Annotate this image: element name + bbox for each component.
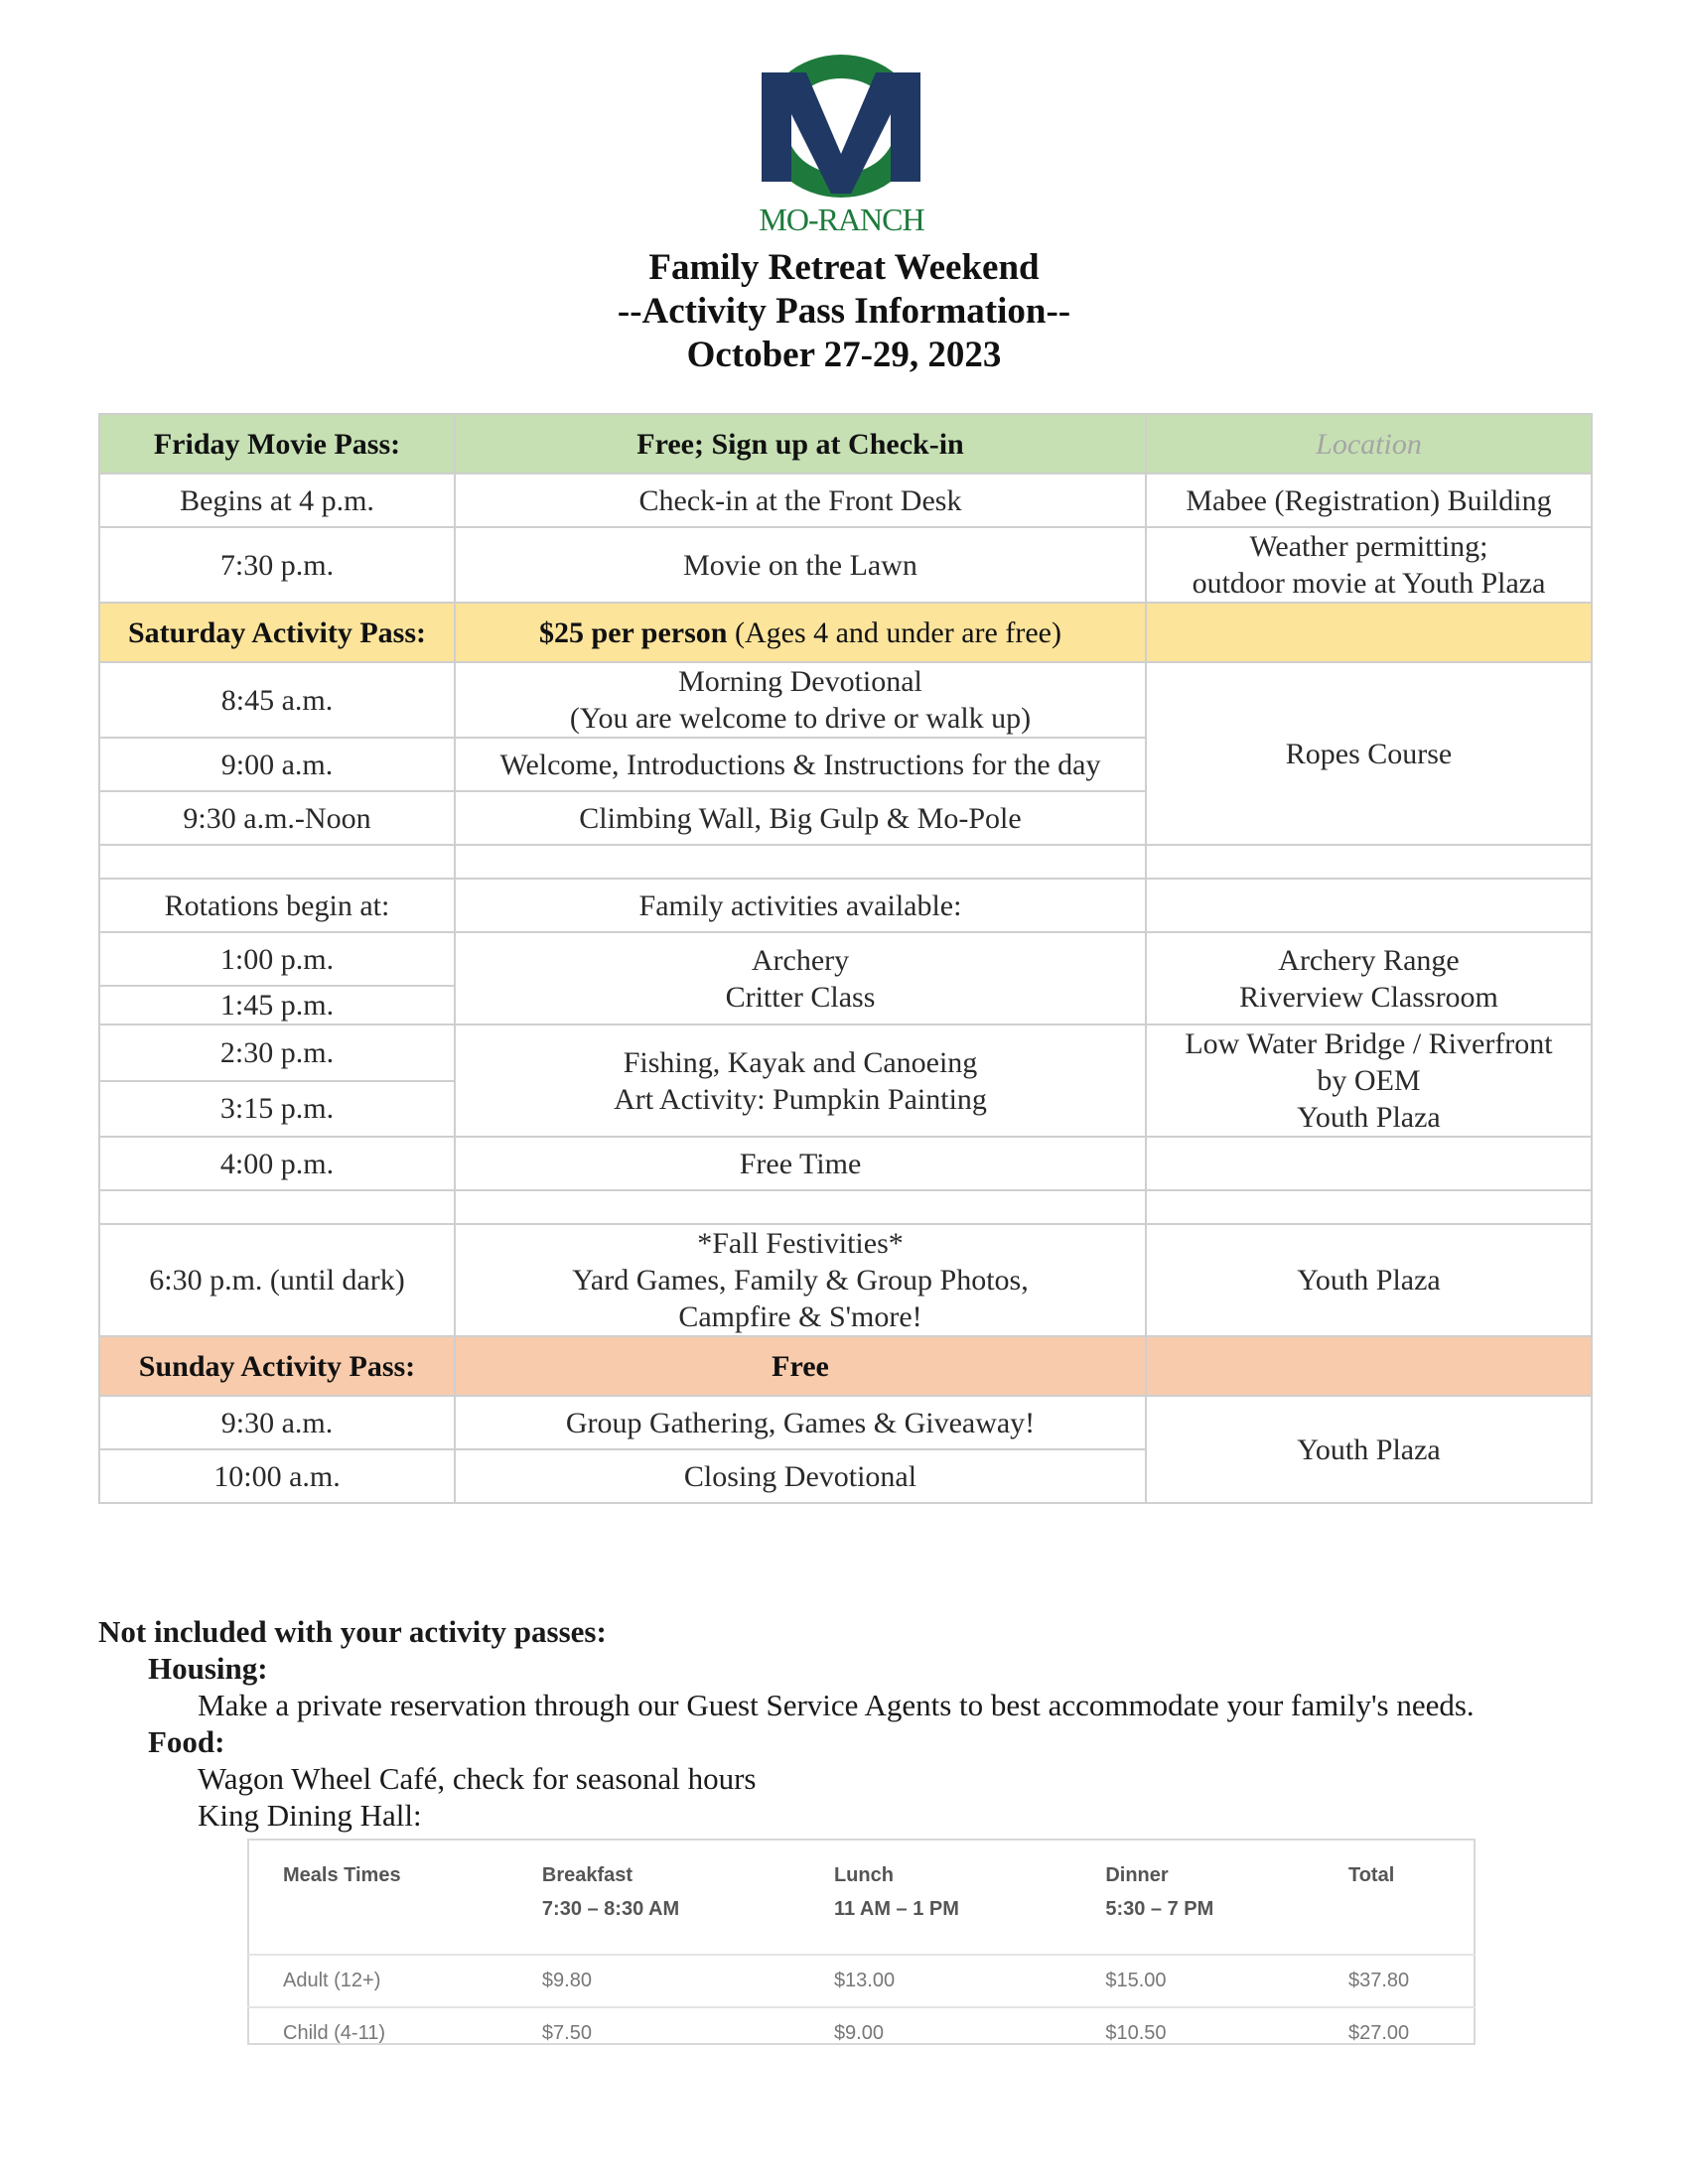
table-cell: $13.00 (798, 1955, 1069, 2007)
header-sub: 5:30 – 7 PM (1105, 1898, 1214, 1920)
time-cell: 10:00 a.m. (99, 1449, 455, 1503)
column-header (1069, 1839, 1313, 1955)
time-cell: 4:00 p.m. (99, 1137, 455, 1190)
location-cell (1146, 1024, 1592, 1137)
table-row (99, 1224, 1592, 1336)
time-cell: 1:00 p.m. (99, 932, 455, 986)
activity-cell (455, 1024, 1146, 1137)
column-header (1313, 1839, 1476, 1955)
table-cell: $9.00 (833, 2022, 884, 2044)
activity-line: (You are welcome to drive or walk up) (569, 702, 1032, 735)
meal-prices-table (247, 1839, 1476, 2059)
table-row (247, 1955, 1476, 2007)
table-row (99, 527, 1592, 603)
time-cell: 9:30 a.m.-Noon (99, 791, 455, 845)
activity-cell (455, 1224, 1146, 1336)
location-line: outdoor movie at Youth Plaza (1192, 567, 1546, 600)
activity-line: Art Activity: Pumpkin Painting (614, 1082, 987, 1116)
saturday-pass-header-row (99, 603, 1592, 662)
activity-cell (455, 932, 1146, 1024)
activity-line: *Fall Festivities* (697, 1227, 904, 1260)
location-line: Youth Plaza (1297, 1101, 1441, 1134)
location-cell: Youth Plaza (1146, 1224, 1592, 1336)
header-label: Breakfast (541, 1864, 633, 1886)
table-cell: $7.50 (541, 2022, 592, 2044)
header-label: Total (1347, 1864, 1395, 1886)
page-subtitle: --Activity Pass Information-- (617, 291, 1071, 332)
header-sub: 11 AM – 1 PM (833, 1898, 959, 1920)
table-cell: $27.00 (1347, 2022, 1410, 2044)
location-cell: Mabee (Registration) Building (1146, 474, 1592, 527)
table-row (99, 879, 1592, 932)
column-header (506, 1839, 798, 1955)
activity-line: Yard Games, Family & Group Photos, (572, 1264, 1029, 1297)
table-row (99, 1137, 1592, 1190)
activity-line: Critter Class (725, 980, 876, 1014)
table-row (99, 1024, 1592, 1081)
family-activities-label: Family activities available: (455, 879, 1146, 932)
location-cell (1146, 527, 1592, 603)
food-item: King Dining Hall: (198, 1798, 422, 1833)
activity-line: Campfire & S'more! (678, 1300, 922, 1333)
empty-cell (1146, 879, 1592, 932)
housing-text: Make a private reservation through our Guest Service Agents to best accommodate your family's needs. (198, 1688, 1475, 1722)
table-row (99, 474, 1592, 527)
table-cell: Child (4-11) (283, 2022, 385, 2044)
time-cell: Begins at 4 p.m. (99, 474, 455, 527)
header-label: Lunch (833, 1864, 894, 1886)
location-line: Riverview Classroom (1239, 980, 1498, 1014)
activity-cell: Closing Devotional (455, 1449, 1146, 1503)
sunday-pass-header-row (99, 1336, 1592, 1396)
location-line: Weather permitting; (1249, 530, 1488, 563)
location-line: by OEM (1317, 1064, 1421, 1097)
location-cell: Youth Plaza (1146, 1396, 1592, 1503)
activity-cell: Welcome, Introductions & Instructions for the day (455, 738, 1146, 791)
activity-cell (455, 662, 1146, 738)
table-cell: Adult (12+) (247, 1955, 506, 2007)
price-note: (Ages 4 and under are free) (727, 615, 1061, 649)
time-cell: 2:30 p.m. (99, 1024, 455, 1081)
activity-line: Morning Devotional (678, 665, 922, 698)
friday-pass-label: Friday Movie Pass: (99, 414, 455, 474)
spacer-row (99, 845, 1592, 879)
not-included-notes (98, 1613, 1475, 1834)
meals-header-row (247, 1839, 1476, 1955)
activity-schedule-table (98, 413, 1593, 1504)
time-cell: 6:30 p.m. (until dark) (99, 1224, 455, 1336)
sunday-pass-label: Sunday Activity Pass: (99, 1336, 455, 1396)
activity-cell: Check-in at the Front Desk (455, 474, 1146, 527)
time-cell: 8:45 a.m. (99, 662, 455, 738)
time-cell: 9:30 a.m. (99, 1396, 455, 1449)
saturday-pass-label: Saturday Activity Pass: (99, 603, 455, 662)
empty-cell (1146, 603, 1592, 662)
event-dates: October 27-29, 2023 (686, 335, 1002, 375)
table-row (247, 2007, 1476, 2059)
header-sub: 7:30 – 8:30 AM (541, 1898, 680, 1920)
empty-cell (1146, 1137, 1592, 1190)
logo-mark-icon (752, 55, 930, 204)
friday-pass-price: Free; Sign up at Check-in (455, 414, 1146, 474)
table-cell: $37.80 (1313, 1955, 1476, 2007)
column-header (247, 1839, 506, 1955)
table-cell: $15.00 (1069, 1955, 1313, 2007)
header-label: Meals Times (283, 1864, 401, 1886)
activity-cell: Movie on the Lawn (455, 527, 1146, 603)
empty-cell (1146, 1336, 1592, 1396)
page-title: Family Retreat Weekend (648, 247, 1040, 288)
time-cell: 7:30 p.m. (99, 527, 455, 603)
time-cell: 1:45 p.m. (99, 986, 455, 1024)
column-header (798, 1839, 1069, 1955)
notes-heading: Not included with your activity passes: (98, 1614, 607, 1649)
price-bold: $25 per person (539, 615, 728, 649)
housing-label: Housing: (148, 1651, 268, 1686)
location-column-header: Location (1146, 414, 1592, 474)
header-label: Dinner (1105, 1864, 1169, 1886)
table-row (99, 932, 1592, 986)
location-line: Low Water Bridge / Riverfront (1185, 1027, 1553, 1060)
activity-line: Fishing, Kayak and Canoeing (623, 1045, 978, 1079)
logo-brand-text: MO-RANCH (759, 202, 924, 237)
rotations-label: Rotations begin at: (99, 879, 455, 932)
activity-line: Archery (751, 943, 850, 977)
time-cell: 3:15 p.m. (99, 1081, 455, 1138)
table-row (99, 1396, 1592, 1449)
table-row (99, 662, 1592, 738)
location-cell (1146, 932, 1592, 1024)
activity-cell: Climbing Wall, Big Gulp & Mo-Pole (455, 791, 1146, 845)
food-item: Wagon Wheel Café, check for seasonal hours (198, 1761, 757, 1796)
activity-cell: Group Gathering, Games & Giveaway! (455, 1396, 1146, 1449)
time-cell: 9:00 a.m. (99, 738, 455, 791)
sunday-pass-price: Free (455, 1336, 1146, 1396)
location-cell: Ropes Course (1146, 662, 1592, 845)
activity-cell: Free Time (455, 1137, 1146, 1190)
spacer-row (99, 1190, 1592, 1224)
food-label: Food: (148, 1724, 225, 1759)
table-cell: $9.80 (506, 1955, 798, 2007)
table-cell: $10.50 (1105, 2022, 1167, 2044)
friday-pass-header-row (99, 414, 1592, 474)
location-line: Archery Range (1278, 943, 1460, 977)
saturday-pass-price (455, 603, 1146, 662)
